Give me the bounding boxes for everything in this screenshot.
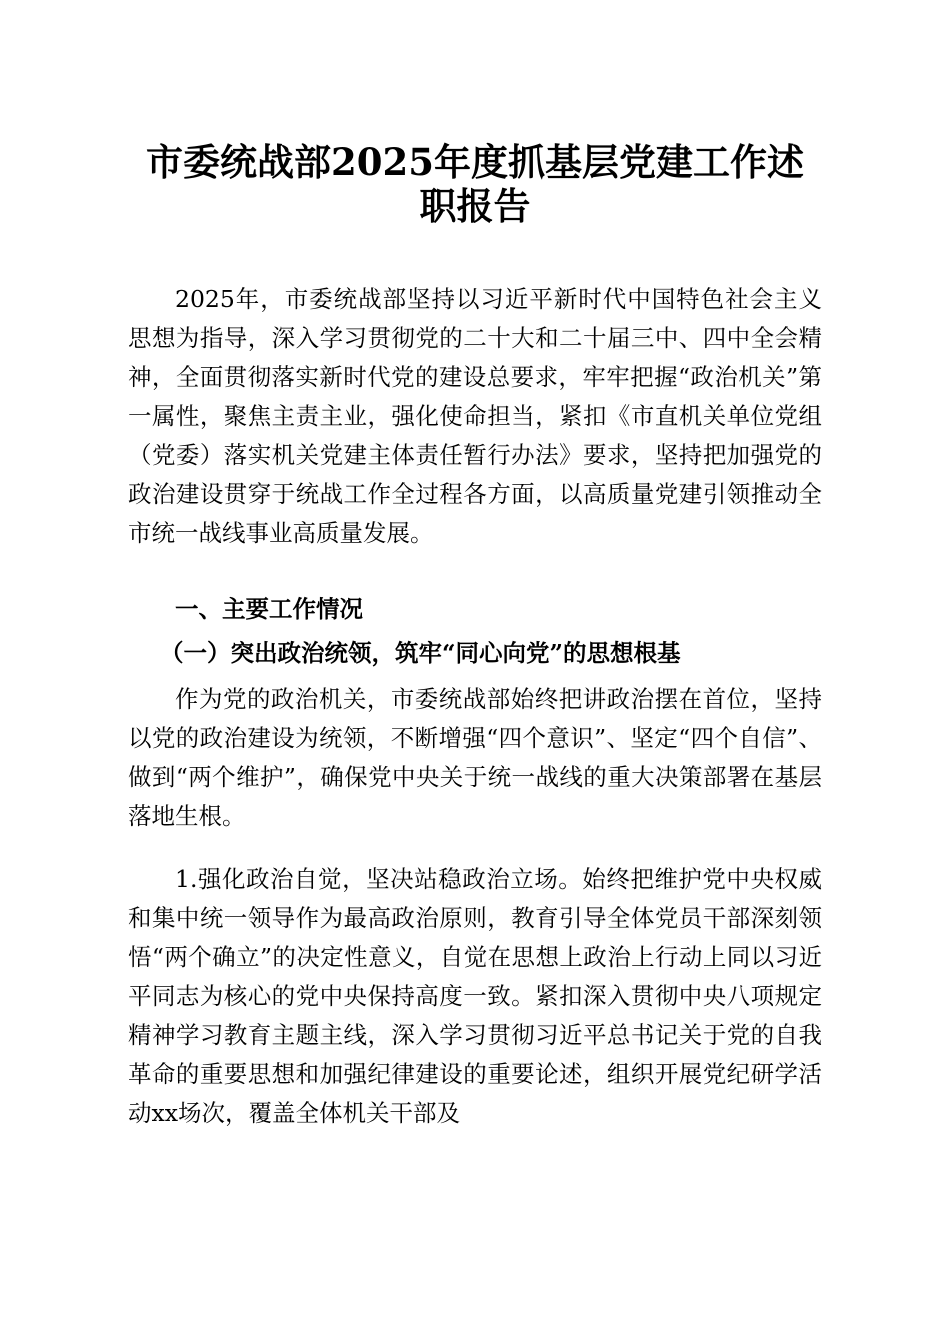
intro-paragraph: 2025年，市委统战部坚持以习近平新时代中国特色社会主义思想为指导，深入学习贯彻党的二十大和二十届三中、四中全会精神，全面贯彻落实新时代党的建设总要求，牢牢把握“政治机关”第一属性，聚焦主责主业，强化使命担当，紧扣《市直机关单位党组（党委）落实机关党建主体责任暂行办法》要求，坚持把加强党的政治建设贯穿于统战工作全过程各方面，以高质量党建引领推动全市统一战线事业高质量发展。 — [128, 285, 822, 547]
section-heading-main-work: 一、主要工作情况 — [175, 595, 363, 623]
document-title: 市委统战部2025年度抓基层党建工作述职报告 — [146, 140, 804, 228]
subsection-heading-political-leadership: （一）突出政治统领，筑牢“同心向党”的思想根基 — [160, 639, 681, 667]
political-awareness-paragraph: 1.强化政治自觉，坚决站稳政治立场。始终把维护党中央权威和集中统一领导作为最高政治原则，教育引导全体党员干部深刻领悟“两个确立”的决定性意义，自觉在思想上政治上行动上同以习近平同志为核心的党中央保持高度一致。紧扣深入贯彻中央八项规定精神学习教育主题主线，深入学习贯彻习近平总书记关于党的自我革命的重要思想和加强纪律建设的重要论述，组织开展党纪研学活动xx场次，覆盖全体机关干部及 — [128, 865, 822, 1127]
political-organ-paragraph: 作为党的政治机关，市委统战部始终把讲政治摆在首位，坚持以党的政治建设为统领，不断增强“四个意识”、坚定“四个自信”、做到“两个维护”，确保党中央关于统一战线的重大决策部署在基层落地生根。 — [128, 685, 822, 830]
